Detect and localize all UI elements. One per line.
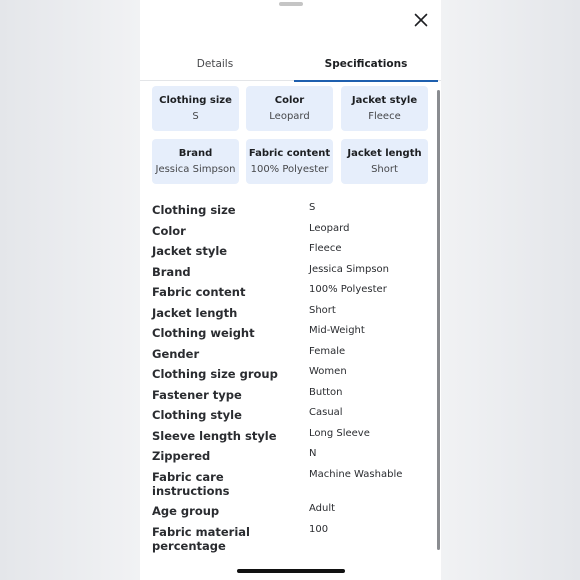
close-icon [410, 9, 432, 31]
spec-value: Leopard [309, 223, 350, 234]
spec-value: Jessica Simpson [309, 264, 389, 275]
tab-details[interactable]: Details [196, 58, 234, 70]
spec-chip[interactable] [152, 86, 239, 131]
spec-value: Mid-Weight [309, 325, 365, 336]
chip-title: Jacket style [351, 95, 418, 106]
tab-bar [140, 50, 441, 81]
chip-title: Brand [178, 148, 213, 159]
chip-title: Fabric content [248, 148, 331, 159]
spec-value: Casual [309, 407, 343, 418]
close-button[interactable] [410, 9, 432, 31]
chip-title: Color [274, 95, 305, 106]
spec-name: Brand [152, 265, 191, 279]
home-indicator [237, 569, 345, 573]
spec-name: Clothing style [152, 408, 242, 422]
spec-chip[interactable] [341, 86, 428, 131]
specifications-sheet [140, 0, 441, 580]
chip-value: S [192, 111, 199, 122]
spec-value: Fleece [309, 243, 342, 254]
spec-name: Jacket style [152, 244, 228, 258]
spec-chip[interactable] [152, 139, 239, 184]
spec-value: 100 [309, 524, 329, 535]
spec-name: Sleeve length style [152, 429, 277, 443]
spec-value: Women [309, 366, 347, 377]
spec-chip[interactable] [341, 139, 428, 184]
spec-chip[interactable] [246, 139, 333, 184]
spec-name: Clothing size group [152, 367, 278, 381]
spec-value: Long Sleeve [309, 428, 370, 439]
chip-value: Short [371, 164, 398, 175]
spec-value: Button [309, 387, 343, 398]
chip-value: Leopard [269, 111, 310, 122]
spec-value: Adult [309, 503, 336, 514]
spec-value: 100% Polyester [309, 284, 387, 295]
spec-value: S [309, 202, 316, 213]
spec-name: Clothing weight [152, 326, 255, 340]
spec-value: Short [309, 305, 336, 316]
chip-value: 100% Polyester [250, 164, 329, 175]
spec-chip[interactable] [246, 86, 333, 131]
chip-title: Jacket length [347, 148, 422, 159]
drag-handle[interactable] [279, 2, 303, 6]
spec-name: Gender [152, 347, 200, 361]
spec-name: Fastener type [152, 388, 242, 402]
spec-name: Fabric content [152, 285, 246, 299]
spec-name: Jacket length [152, 306, 238, 320]
spec-name: Age group [152, 504, 220, 518]
spec-name: Fabric care instructions [152, 470, 230, 498]
scrollbar[interactable] [437, 90, 440, 550]
tab-specifications[interactable]: Specifications [294, 50, 438, 82]
spec-name: Fabric material percentage [152, 525, 250, 553]
chip-title: Clothing size [159, 95, 232, 106]
spec-name: Color [152, 224, 186, 238]
chip-value: Jessica Simpson [155, 164, 236, 175]
background-right [440, 0, 580, 580]
spec-value: N [309, 448, 317, 459]
chip-value: Fleece [368, 111, 401, 122]
spec-value: Machine Washable [309, 469, 403, 480]
spec-value: Female [309, 346, 346, 357]
spec-name: Clothing size [152, 203, 236, 217]
spec-name: Zippered [152, 449, 211, 463]
background-left [0, 0, 140, 580]
